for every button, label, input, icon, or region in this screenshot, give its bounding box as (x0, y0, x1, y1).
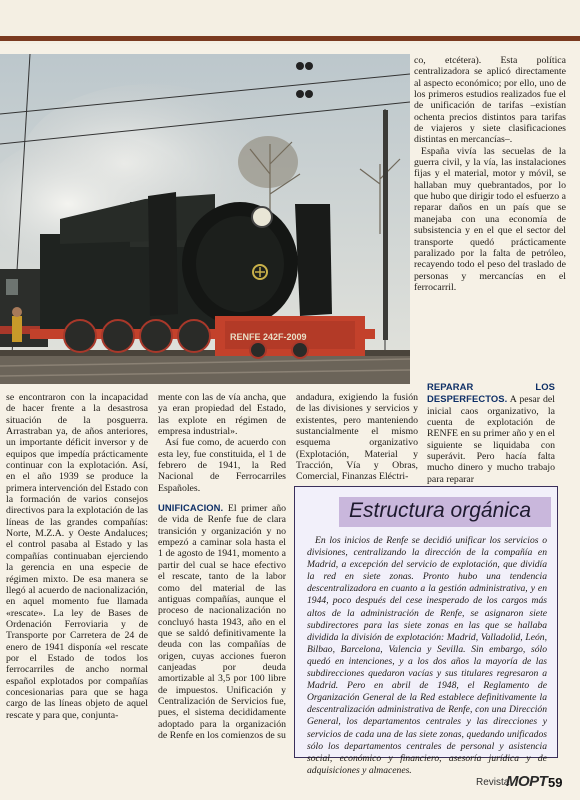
paragraph: co, etcétera). Esta política centralizadora se aplicó directamente al aspecto económico; por ello, uno de los primeros estudios realizados fue el de unificación de tarifas –existían ochenta precios distintos para tarifas de viajeros y siete clasificaciones distintas en mercancías–. (414, 55, 566, 146)
footer-revista: Revista (476, 777, 510, 788)
paragraph: España vivía las secuelas de la guerra civil, y la vía, las instalaciones fijas y el material, motor y móvil, se hallaban muy quebrantados, por lo que hubo que dirigir todo el esfuerzo a reparar daños en un país que se manejaba con una economía de subsistencia y en el que el sector del transporte quedó prácticamente paralizado por la falta de petróleo, recayendo todo el peso del traslado de personas y mercancías en el ferrocarril. (414, 145, 566, 293)
page-number: 59 (548, 775, 563, 790)
steam-locomotive-photo (0, 54, 410, 384)
section-heading: UNIFICACION. (158, 502, 224, 514)
paragraph (158, 502, 286, 741)
sidebar-box (294, 486, 558, 776)
paragraph: Así fue como, de acuerdo con esta ley, fue constituida, el 1 de febrero de 1941, la Red Nacional de Ferrocarriles Españoles. (158, 437, 286, 494)
header-rule (0, 0, 580, 44)
header-bar (0, 36, 580, 41)
paragraph: andadura, exigiendo la fusión de las divisiones y servicios y existentes, pero manteniendo sustancialmente el mismo esquema organizativo (Explotación, Material y Tracción, Vía y Obras, Comercial, Finanzas Eléctri- (296, 392, 418, 483)
text-column-right-top (414, 55, 566, 293)
section-heading: REPARAR LOS DESPERFECTOS. (427, 381, 555, 405)
plate-text: RENFE 242F-2009 (230, 332, 307, 342)
box-body: En los inicios de Renfe se decidió unificar los servicios o divisiones, centralizando la dirección de la compañía en Madrid, a excepción del servicio de explotación, que dividía la red en siete zonas. Pronto hubo una tendencia descentralizadora en cuanto a la gestión administrativa, y en 1944, poco después del cese inesperado de los cargos más altos de la administración de Renfe, se asignaron siete subdirectores para las siete zonas en las que se hallaba dividida la división de explotación: Madrid, Valladolid, León, Bilbao, Barcelona, Valencia y Sevilla. Sin embargo, sólo quedó en intenciones, y a los dos años la mayoría de las subdirecciones quedaron vacías y sus titulares regresaron a Madrid. Pero en abril de 1948, el Reglamento de Organización General de la Red establece definitivamente la descentralización administrativa de Renfe, con una Dirección General, los departamentos centrales y las direcciones y servicios de cada una de las siete zonas, quedando unificados sólo los departamentos centrales de personal y asistencia social, económico y financiero, asesoría jurídica y de adquisiciones y almacenes. (307, 535, 547, 776)
text-column-1 (6, 392, 148, 721)
locomotive-image (0, 54, 410, 384)
box-title: Estructura orgánica (349, 499, 532, 522)
text-column-2 (158, 392, 286, 741)
paragraph: se encontraron con la incapacidad de hacer frente a la desastrosa situación de la posguerra. Arrastraban ya, de años anteriores, un importante déficit inversor y de equipos que impedía prácticamente continuar con la explotación. Así, en el año 1939 se produce la primera intervención del Estado con la formación de varios consejos directivos para la explotación de las líneas de las grandes compañías: Norte, M.Z.A. y Oeste Andaluces; el control pasaba al Estado y las compañías continuaban ejerciendo la gerencia en una especie de régimen mixto. De esa manera se llegó al acuerdo de nacionalización, en aquel momento fue llamada «rescate». La ley de Bases de Ordenación Ferroviaria y de Transporte por Carretera de 24 de enero de 1941 disponía «el rescate por el Estado de todos los ferrocarriles de ancho normal español explotados por compañías concesionarias para que se haga cargo de las líneas objeto de aquel rescate y para que, conjunta- (6, 392, 149, 721)
footer-brand: MOPT (506, 773, 548, 790)
paragraph-text: El primer año de vida de Renfe fue de clara transición y organización y no empezó a caminar sola hasta el 1 de agosto de 1941, momento a partir del cual se hace efectivo el rescate, tanto de la labor como del material de las antiguas compañías, aunque el proceso de nacionalización no concluyó hasta 1943, año en el que se saldó definitivamente la deuda con las compañías de origen, cuyas acciones fueron canjeadas por deuda amortizable al 3,5 por 100 libre de impuestos. Unificación y Centralización de Servicios fue, pues, el sistema decididamente adoptado para la organización de Renfe en los comienzos de su (158, 503, 286, 741)
paragraph-text: A pesar del inicial caos organizativo, la cuenta de explotación de RENFE en su primer año y en el siguiente se liquidaba con superávit. Pero hacía falta mucho dinero y mucho trabajo para reparar (427, 394, 555, 485)
paragraph (427, 381, 555, 485)
text-column-3 (296, 392, 418, 483)
text-column-4 (427, 381, 555, 485)
paragraph: mente con las de vía ancha, que ya eran propiedad del Estado, las explote en régimen de empresa industrial». (158, 392, 286, 438)
page-footer (476, 772, 568, 790)
